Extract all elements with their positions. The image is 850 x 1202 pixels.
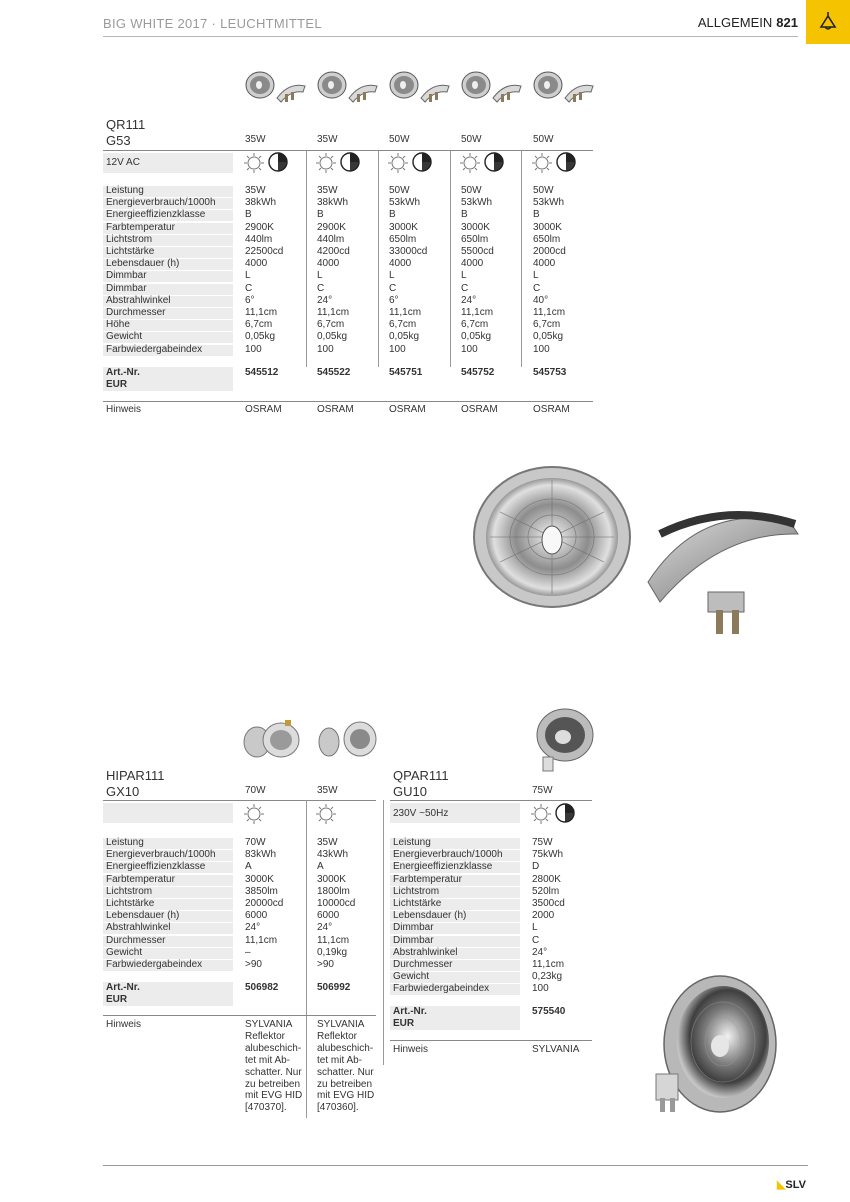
spec-value: 650lm bbox=[389, 233, 417, 245]
qr111-wattage: 50W bbox=[389, 134, 410, 145]
hipar-wattage: 70W bbox=[245, 785, 266, 796]
spec-value: 53kWh bbox=[533, 197, 565, 209]
qpar-thumbnail bbox=[533, 705, 595, 775]
spec-value: A bbox=[245, 861, 252, 873]
beam-icon bbox=[243, 802, 267, 824]
hint-value: OSRAM bbox=[317, 404, 354, 415]
qr111-thumbnail-4 bbox=[461, 70, 523, 104]
spec-label: Leistung bbox=[106, 837, 144, 848]
spec-value: C bbox=[317, 282, 325, 294]
spec-label: Energieverbrauch/1000h bbox=[393, 849, 503, 861]
spec-label: Dimmbar bbox=[393, 934, 434, 946]
spec-value: B bbox=[245, 209, 252, 221]
hint-line: tet mit Ab- bbox=[245, 1054, 291, 1066]
spec-value: 6,7cm bbox=[461, 319, 489, 331]
qr111-wattage: 35W bbox=[245, 134, 266, 145]
spec-value: C bbox=[245, 282, 253, 294]
spec-value: 11,1cm bbox=[461, 307, 494, 318]
spec-label: Energieverbrauch/1000h bbox=[106, 849, 216, 861]
spec-label: Farbwiedergabeindex bbox=[106, 959, 203, 970]
spec-label: Abstrahlwinkel bbox=[106, 922, 171, 934]
eur-label: EUR bbox=[106, 379, 128, 390]
hint-line: [470370]. bbox=[245, 1102, 287, 1114]
spec-value: 6° bbox=[245, 294, 255, 306]
spec-value: 4000 bbox=[245, 258, 268, 270]
hint-line: tet mit Ab- bbox=[317, 1054, 363, 1066]
qr111-title: QR111 bbox=[106, 117, 146, 132]
spec-value: C bbox=[532, 934, 540, 946]
qr111-wattage: 50W bbox=[461, 134, 482, 145]
spec-value: B bbox=[317, 209, 324, 221]
spec-value: 24° bbox=[245, 922, 261, 934]
spec-value: L bbox=[245, 270, 251, 282]
spec-value: 75W bbox=[532, 837, 553, 848]
qr111-wattage: 35W bbox=[317, 134, 338, 145]
spec-value: C bbox=[461, 282, 469, 294]
spec-label: Farbtemperatur bbox=[393, 873, 462, 885]
spec-value: B bbox=[533, 209, 540, 221]
hint-label: Hinweis bbox=[393, 1044, 429, 1055]
lamp-icon bbox=[816, 9, 840, 33]
section-header bbox=[698, 15, 798, 30]
spec-value: 4000 bbox=[317, 258, 340, 270]
hipar-supply-bar bbox=[103, 803, 233, 823]
spec-value: 100 bbox=[389, 343, 406, 355]
qr111-product-photo bbox=[470, 462, 805, 640]
spec-value: 6,7cm bbox=[389, 319, 417, 331]
spec-label: Energieverbrauch/1000h bbox=[106, 197, 216, 209]
spec-value: 6000 bbox=[245, 910, 268, 922]
spec-value: 440lm bbox=[317, 233, 345, 245]
hipar-wattage: 35W bbox=[317, 785, 338, 796]
hipar-title: HIPAR111 bbox=[106, 768, 165, 783]
spec-value: 6° bbox=[389, 294, 399, 306]
hint-value: OSRAM bbox=[245, 404, 282, 415]
spec-value: 2000cd bbox=[533, 246, 566, 257]
slv-logo: ◣SLV bbox=[776, 1179, 806, 1191]
column-divider bbox=[378, 150, 379, 367]
hipar-70w-thumbnail bbox=[243, 720, 303, 760]
spec-value: L bbox=[389, 270, 395, 282]
spec-label: Farbwiedergabeindex bbox=[393, 983, 490, 995]
art-number-label: Art.-Nr. bbox=[393, 1006, 427, 1017]
spec-label: Durchmesser bbox=[393, 959, 453, 970]
spec-value: B bbox=[389, 209, 396, 221]
running-header: BIG WHITE 2017 · LEUCHTMITTEL bbox=[103, 16, 322, 31]
spec-value: 3500cd bbox=[532, 898, 565, 909]
spec-label: Gewicht bbox=[393, 971, 430, 983]
column-divider bbox=[450, 150, 451, 367]
spec-value: 24° bbox=[532, 946, 548, 958]
spec-value: 3000K bbox=[533, 221, 562, 233]
hint-value: OSRAM bbox=[389, 404, 426, 415]
hint-line: zu betreiben bbox=[317, 1078, 373, 1090]
dimmable-icon bbox=[459, 151, 507, 173]
spec-value: 6,7cm bbox=[533, 319, 561, 331]
spec-value: 100 bbox=[533, 343, 550, 355]
spec-value: 75kWh bbox=[532, 849, 564, 861]
spec-label: Durchmesser bbox=[106, 307, 166, 318]
spec-label: Leistung bbox=[106, 185, 144, 196]
column-divider bbox=[306, 150, 307, 367]
spec-value: 520lm bbox=[532, 885, 560, 897]
spec-value: 440lm bbox=[245, 233, 273, 245]
qr111-thumbnail-5 bbox=[533, 70, 595, 104]
spec-label: Leistung bbox=[393, 837, 431, 848]
art-number: 545753 bbox=[533, 367, 567, 378]
spec-value: 3000K bbox=[461, 221, 490, 233]
spec-label: Lichtstärke bbox=[106, 246, 155, 257]
section-title: ALLGEMEIN bbox=[697, 15, 773, 30]
qpar-wattage: 75W bbox=[532, 785, 553, 796]
spec-value: 83kWh bbox=[245, 849, 277, 861]
hint-line: schatter. Nur bbox=[317, 1066, 374, 1078]
spec-value: B bbox=[461, 209, 468, 221]
spec-label: Lichtstärke bbox=[393, 898, 442, 909]
hipar-column-divider bbox=[306, 800, 307, 1118]
spec-value: 53kWh bbox=[461, 197, 493, 209]
spec-value: >90 bbox=[317, 959, 334, 970]
spec-label: Lebensdauer (h) bbox=[106, 910, 180, 922]
art-number: 506982 bbox=[245, 982, 279, 993]
spec-label: Energieeffizienzklasse bbox=[106, 861, 206, 873]
spec-value: 11,1cm bbox=[532, 959, 565, 970]
art-number: 575540 bbox=[532, 1006, 566, 1017]
spec-value: 3000K bbox=[245, 873, 274, 885]
spec-value: 5500cd bbox=[461, 246, 494, 257]
hint-label: Hinweis bbox=[106, 404, 142, 415]
hipar-top-rule bbox=[103, 800, 376, 801]
spec-value: – bbox=[245, 946, 251, 958]
hint-line: zu betreiben bbox=[245, 1078, 301, 1090]
spec-label: Höhe bbox=[106, 319, 130, 331]
spec-value: 11,1cm bbox=[317, 307, 350, 318]
hint-line: [470360]. bbox=[317, 1102, 359, 1114]
hint-rule bbox=[103, 1015, 376, 1016]
spec-label: Lebensdauer (h) bbox=[393, 910, 467, 922]
hint-rule bbox=[103, 401, 593, 402]
section-divider bbox=[383, 800, 384, 1065]
spec-value: 100 bbox=[245, 343, 262, 355]
spec-value: 22500cd bbox=[245, 246, 284, 257]
spec-label: Gewicht bbox=[106, 946, 143, 958]
hint-line: mit EVG HID bbox=[245, 1090, 303, 1102]
spec-value: C bbox=[533, 282, 541, 294]
spec-value: 11,1cm bbox=[389, 307, 422, 318]
spec-value: 6,7cm bbox=[245, 319, 273, 331]
page-number: 821 bbox=[776, 15, 798, 30]
spec-value: 0,23kg bbox=[532, 971, 563, 983]
spec-value: A bbox=[317, 861, 324, 873]
spec-label: Energieeffizienzklasse bbox=[393, 861, 493, 873]
spec-value: 50W bbox=[533, 185, 554, 196]
hint-label: Hinweis bbox=[106, 1019, 142, 1030]
spec-value: 0,05kg bbox=[317, 331, 348, 343]
spec-value: 0,05kg bbox=[245, 331, 276, 343]
hipar-socket: GX10 bbox=[106, 784, 140, 799]
spec-value: L bbox=[461, 270, 467, 282]
spec-value: 650lm bbox=[533, 233, 561, 245]
hint-line: alubeschich- bbox=[317, 1042, 374, 1054]
hint-value: OSRAM bbox=[533, 404, 570, 415]
spec-value: 53kWh bbox=[389, 197, 421, 209]
art-number: 545751 bbox=[389, 367, 423, 378]
art-number: 506992 bbox=[317, 982, 351, 993]
hint-line: alubeschich- bbox=[245, 1042, 302, 1054]
spec-label: Lichtstrom bbox=[106, 885, 153, 897]
spec-value: 4000 bbox=[389, 258, 412, 270]
spec-value: 3850lm bbox=[245, 885, 278, 897]
spec-value: 2000 bbox=[532, 910, 555, 922]
spec-value: 35W bbox=[317, 185, 338, 196]
spec-label: Abstrahlwinkel bbox=[106, 294, 171, 306]
spec-value: 38kWh bbox=[317, 197, 349, 209]
spec-value: 33000cd bbox=[389, 246, 428, 257]
spec-value: 10000cd bbox=[317, 898, 356, 909]
spec-label: Gewicht bbox=[106, 331, 143, 343]
spec-label: Energieeffizienzklasse bbox=[106, 209, 206, 221]
spec-value: 20000cd bbox=[245, 898, 284, 909]
hint-line: SYLVANIA bbox=[317, 1019, 365, 1030]
spec-value: 0,05kg bbox=[533, 331, 564, 343]
spec-value: 43kWh bbox=[317, 849, 349, 861]
qr111-supply: 12V AC bbox=[106, 157, 140, 168]
spec-value: 11,1cm bbox=[317, 934, 350, 946]
spec-value: 38kWh bbox=[245, 197, 277, 209]
hint-line: SYLVANIA bbox=[245, 1019, 293, 1030]
spec-value: 0,19kg bbox=[317, 946, 348, 958]
art-number: 545512 bbox=[245, 367, 279, 378]
spec-value: 11,1cm bbox=[245, 934, 278, 946]
category-tab bbox=[806, 0, 850, 44]
spec-value: 40° bbox=[533, 294, 549, 306]
spec-label: Farbwiedergabeindex bbox=[106, 343, 203, 355]
spec-value: 4000 bbox=[461, 258, 484, 270]
spec-value: D bbox=[532, 861, 540, 873]
qpar-socket: GU10 bbox=[393, 784, 427, 799]
hint-line: schatter. Nur bbox=[245, 1066, 302, 1078]
spec-value: 2800K bbox=[532, 873, 561, 885]
spec-value: L bbox=[532, 922, 538, 934]
spec-value: 50W bbox=[461, 185, 482, 196]
spec-value: >90 bbox=[245, 959, 262, 970]
spec-label: Lebensdauer (h) bbox=[106, 258, 180, 270]
column-divider bbox=[521, 150, 522, 367]
spec-value: 650lm bbox=[461, 233, 489, 245]
spec-value: 1800lm bbox=[317, 885, 350, 897]
qpar-top-rule bbox=[390, 800, 592, 801]
qr111-socket: G53 bbox=[106, 133, 131, 148]
spec-value: 35W bbox=[245, 185, 266, 196]
qpar-title: QPAR111 bbox=[393, 768, 449, 783]
spec-value: L bbox=[533, 270, 539, 282]
hint-value: OSRAM bbox=[461, 404, 498, 415]
hipar-35w-thumbnail bbox=[315, 720, 377, 760]
dimmable-icon bbox=[387, 151, 435, 173]
qpar-supply: 230V ~50Hz bbox=[393, 808, 449, 819]
spec-value: 2900K bbox=[317, 221, 346, 233]
qr111-wattage: 50W bbox=[533, 134, 554, 145]
spec-value: 0,05kg bbox=[389, 331, 420, 343]
spec-value: 11,1cm bbox=[245, 307, 278, 318]
spec-value: 2900K bbox=[245, 221, 274, 233]
hint-line: Reflektor bbox=[317, 1030, 358, 1042]
dimmable-icon bbox=[531, 151, 579, 173]
dimmable-icon bbox=[243, 151, 291, 173]
spec-value: 35W bbox=[317, 837, 338, 848]
spec-value: 3000K bbox=[317, 873, 346, 885]
spec-value: 4200cd bbox=[317, 246, 350, 257]
spec-label: Farbtemperatur bbox=[106, 873, 175, 885]
spec-value: 24° bbox=[461, 294, 477, 306]
qr111-thumbnail-2 bbox=[317, 70, 379, 104]
spec-label: Abstrahlwinkel bbox=[393, 946, 458, 958]
spec-label: Lichtstärke bbox=[106, 898, 155, 909]
spec-value: 24° bbox=[317, 294, 333, 306]
spec-value: 6000 bbox=[317, 910, 340, 922]
spec-value: 0,05kg bbox=[461, 331, 492, 343]
hint-line: Reflektor bbox=[245, 1030, 286, 1042]
spec-value: 50W bbox=[389, 185, 410, 196]
hint-line: mit EVG HID bbox=[317, 1090, 375, 1102]
spec-label: Lichtstrom bbox=[393, 885, 440, 897]
spec-value: 3000K bbox=[389, 221, 418, 233]
dimmable-icon bbox=[530, 802, 578, 824]
art-number: 545752 bbox=[461, 367, 495, 378]
spec-value: L bbox=[317, 270, 323, 282]
footer-rule bbox=[103, 1165, 808, 1166]
spec-value: 100 bbox=[532, 983, 549, 995]
qpar-product-photo bbox=[648, 972, 780, 1122]
dimmable-icon bbox=[315, 151, 363, 173]
spec-value: 11,1cm bbox=[533, 307, 566, 318]
spec-value: 100 bbox=[317, 343, 334, 355]
art-number-label: Art.-Nr. bbox=[106, 982, 140, 993]
spec-value: 24° bbox=[317, 922, 333, 934]
eur-label: EUR bbox=[393, 1018, 415, 1029]
art-number-label: Art.-Nr. bbox=[106, 367, 140, 378]
spec-value: C bbox=[389, 282, 397, 294]
spec-value: 4000 bbox=[533, 258, 556, 270]
spec-label: Durchmesser bbox=[106, 934, 166, 946]
eur-label: EUR bbox=[106, 994, 128, 1005]
spec-value: 6,7cm bbox=[317, 319, 345, 331]
spec-label: Dimmbar bbox=[106, 282, 147, 294]
qr111-thumbnail-1 bbox=[245, 70, 307, 104]
spec-label: Farbtemperatur bbox=[106, 221, 175, 233]
hint-value: SYLVANIA bbox=[532, 1044, 580, 1055]
spec-label: Dimmbar bbox=[393, 922, 434, 934]
spec-value: 100 bbox=[461, 343, 478, 355]
spec-label: Dimmbar bbox=[106, 270, 147, 282]
spec-label: Lichtstrom bbox=[106, 233, 153, 245]
beam-icon bbox=[315, 802, 339, 824]
art-number: 545522 bbox=[317, 367, 351, 378]
qr111-thumbnail-3 bbox=[389, 70, 451, 104]
header-divider bbox=[103, 36, 798, 37]
hint-rule bbox=[390, 1040, 592, 1041]
spec-value: 70W bbox=[245, 837, 266, 848]
